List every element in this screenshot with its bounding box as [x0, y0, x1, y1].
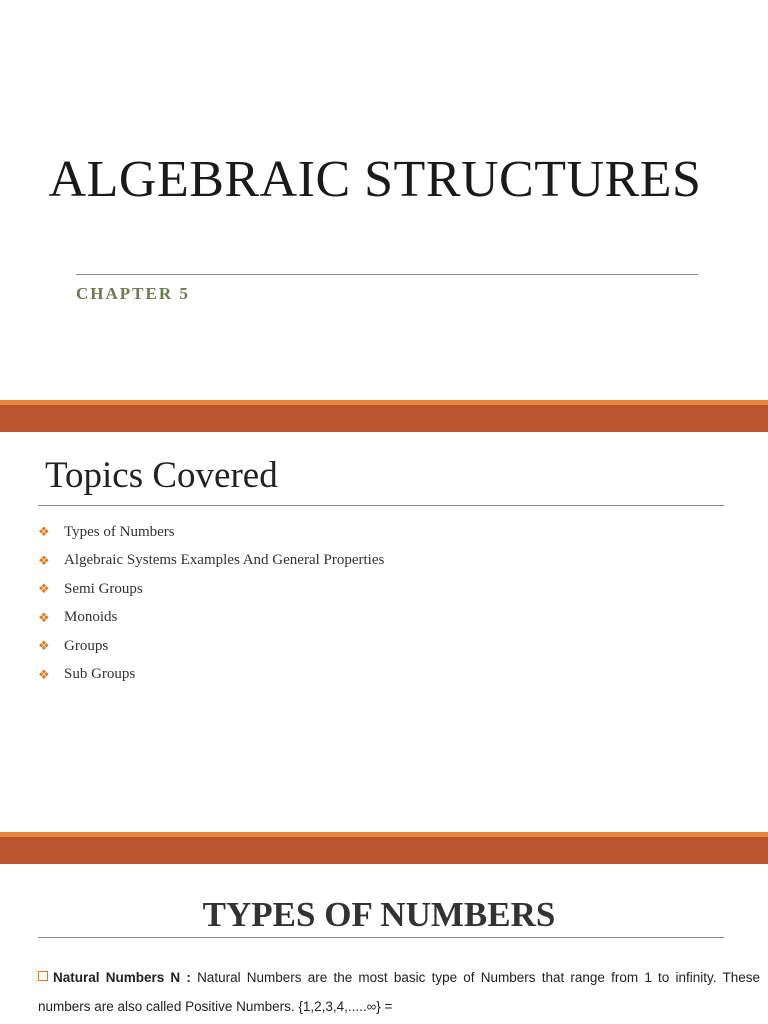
diamond-bullet-icon: ❖ — [38, 609, 50, 625]
chapter-subtitle: CHAPTER 5 — [76, 284, 190, 303]
diamond-bullet-icon: ❖ — [38, 638, 50, 654]
list-item-label: Algebraic Systems Examples And General Properties — [64, 552, 385, 569]
separator-accent-dark — [0, 405, 768, 432]
list-item — [38, 518, 384, 547]
list-item-label: Types of Numbers — [64, 523, 175, 540]
list-item — [38, 547, 384, 576]
list-item — [38, 604, 384, 633]
natural-numbers-paragraph — [38, 963, 760, 1021]
types-heading: TYPES OF NUMBERS — [202, 895, 556, 934]
list-item-label: Sub Groups — [64, 666, 136, 683]
diamond-bullet-icon: ❖ — [38, 581, 50, 597]
natural-numbers-text: Natural Numbers are the most basic type of Numbers that range from 1 to infinity. These numbers are also called Positive Numbers. {1,2,3,4,.....∞} = — [38, 970, 760, 1014]
separator-accent-dark — [0, 837, 768, 864]
natural-numbers-term: Natural Numbers N : — [53, 970, 191, 985]
topics-slide — [0, 432, 768, 832]
title-divider — [76, 274, 698, 275]
list-item-label: Monoids — [64, 609, 118, 626]
topics-heading: Topics Covered — [45, 455, 278, 496]
diamond-bullet-icon: ❖ — [38, 552, 50, 568]
diamond-bullet-icon: ❖ — [38, 666, 50, 682]
list-item-label: Semi Groups — [64, 580, 143, 597]
list-item — [38, 661, 384, 690]
topics-divider — [38, 505, 724, 506]
slide-title: ALGEBRAIC STRUCTURES — [48, 151, 702, 208]
list-item-label: Groups — [64, 637, 109, 654]
list-item — [38, 632, 384, 661]
title-slide — [0, 0, 768, 400]
diamond-bullet-icon: ❖ — [38, 524, 50, 540]
list-item — [38, 575, 384, 604]
types-of-numbers-slide — [0, 865, 768, 1024]
topics-list — [38, 518, 384, 689]
slide-separator — [0, 832, 768, 864]
types-divider — [38, 937, 724, 938]
square-bullet-icon — [38, 971, 48, 981]
slide-separator — [0, 400, 768, 432]
